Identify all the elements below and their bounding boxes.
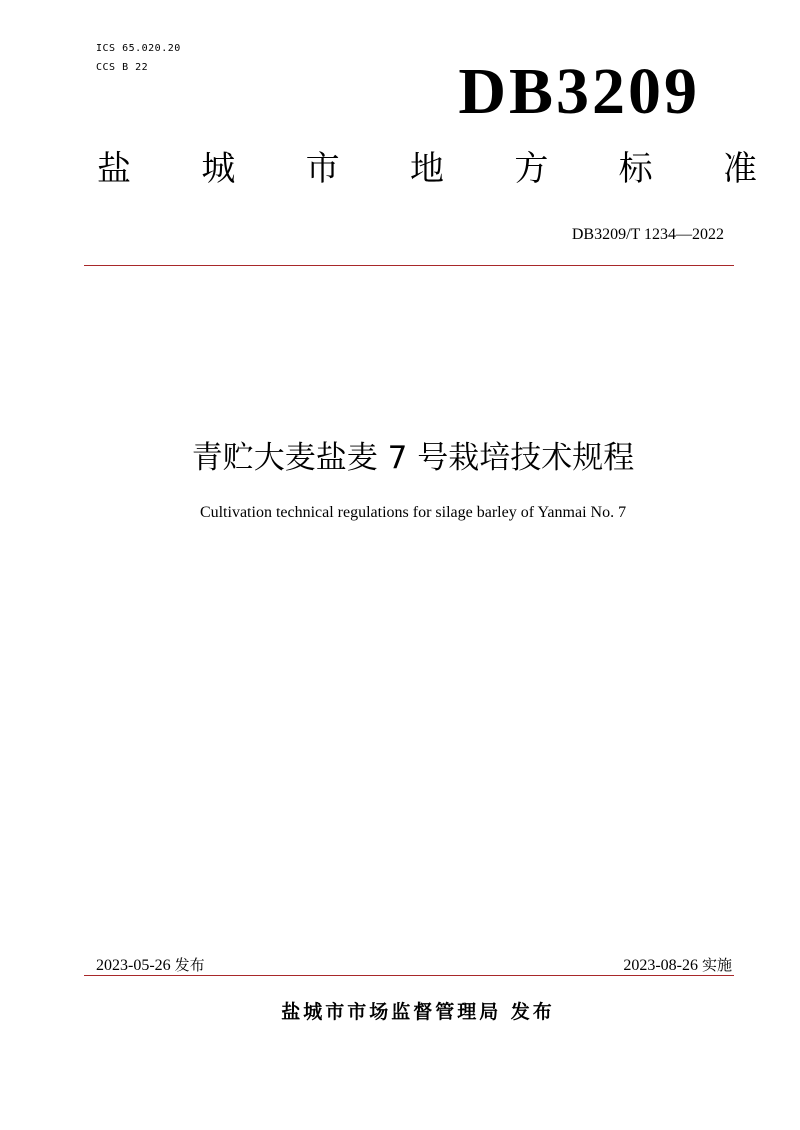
issue-date-value: 2023-05-26 [96, 957, 171, 974]
issue-date-label: 发布 [174, 956, 205, 974]
standard-type-char: 地 [409, 149, 444, 189]
standard-type-heading [97, 147, 757, 191]
implementation-date-label: 实施 [701, 956, 732, 974]
standard-type-char: 市 [305, 149, 340, 189]
implementation-date-value: 2023-08-26 [623, 957, 698, 974]
implementation-date [623, 955, 732, 976]
standard-type-char: 盐 [97, 149, 131, 189]
top-divider [84, 265, 734, 266]
ics-code: ICS 65.020.20 [96, 43, 181, 54]
standard-code-logo: DB3209 [458, 55, 700, 128]
standard-type-char: 方 [514, 149, 549, 189]
standard-type-char: 城 [201, 149, 236, 189]
issuing-authority: 盐城市市场监督管理局 发布 [281, 1001, 555, 1023]
document-title-chinese: 青贮大麦盐麦 7 号栽培技术规程 [191, 440, 635, 476]
bottom-divider [84, 975, 734, 976]
ccs-code: CCS B 22 [96, 62, 149, 73]
standard-number: DB3209/T 1234—2022 [571, 226, 724, 243]
document-title-english: Cultivation technical regulations for silage barley of Yanmai No. 7 [199, 504, 627, 521]
issue-date [96, 955, 205, 976]
standard-type-char: 准 [722, 149, 757, 189]
standard-type-char: 标 [618, 149, 653, 189]
